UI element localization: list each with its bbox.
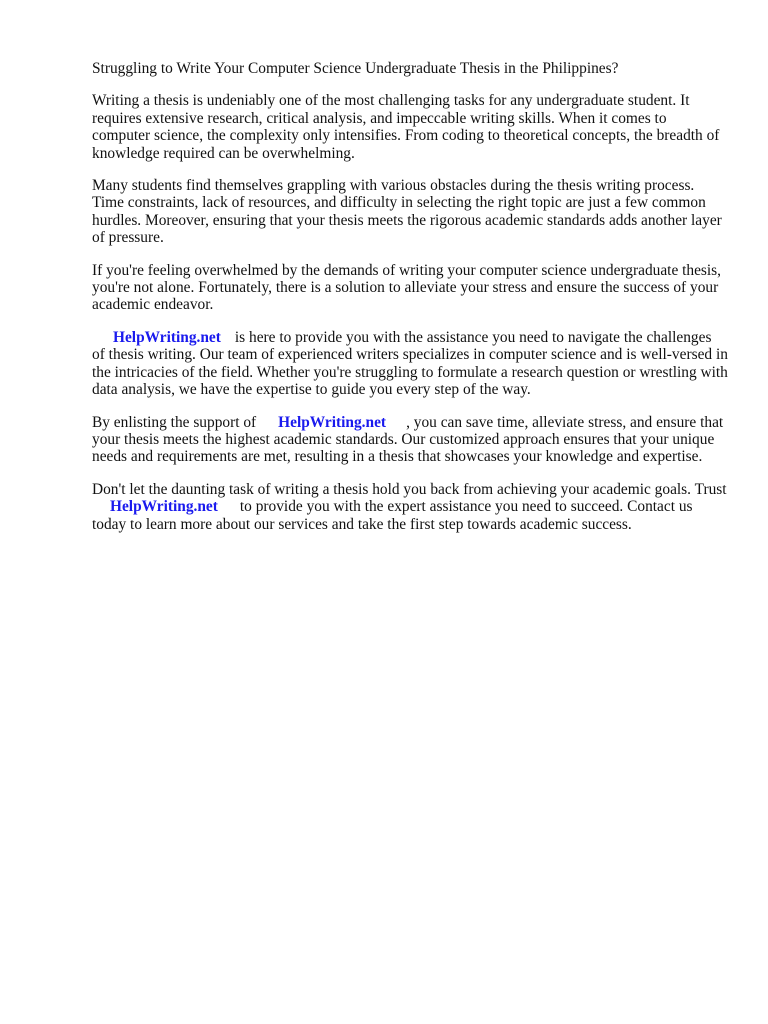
paragraph-call-to-action — [92, 481, 728, 533]
document-page — [92, 60, 728, 548]
paragraph-text: to provide you with the expert assistance you need to succeed. Contact us today to learn more about our services and take the first step towards academic success. — [92, 498, 693, 533]
paragraph-enlisting-support — [92, 414, 728, 466]
helpwriting-link-3[interactable]: HelpWriting.net — [110, 498, 218, 516]
paragraph-obstacles: Many students find themselves grappling with various obstacles during the thesis writing process. Time constraints, lack of resources, and difficulty in selecting the right topic are just a few common hurdles. Moreover, ensuring that your thesis meets the rigorous academic standards adds another layer of pressure. — [92, 177, 722, 247]
paragraph-intro: Writing a thesis is undeniably one of the most challenging tasks for any undergraduate student. It requires extensive research, critical analysis, and impeccable writing skills. When it comes to computer science, the complexity only intensifies. From coding to theoretical concepts, the breadth of knowledge required can be overwhelming. — [92, 92, 720, 162]
paragraph-text: Don't let the daunting task of writing a thesis hold you back from achieving your academic goals. Trust — [92, 480, 727, 498]
document-title: Struggling to Write Your Computer Science Undergraduate Thesis in the Philippines? — [92, 60, 619, 77]
helpwriting-link-2[interactable]: HelpWriting.net — [278, 413, 387, 431]
paragraph-not-alone: If you're feeling overwhelmed by the demands of writing your computer science undergraduate thesis, you're not alone. Fortunately, there is a solution to alleviate your stress and ensure the success of your academic endeavor. — [92, 261, 722, 314]
paragraph-text: , you can save time, alleviate stress, and ensure that your thesis meets the highest academic standards. Our customized approach ensures that your unique needs and requirements are met, resulting in a thesis that showcases your knowledge and expertise. — [92, 413, 724, 466]
paragraph-helpwriting-intro — [92, 329, 728, 399]
paragraph-text: By enlisting the support of — [92, 413, 257, 431]
helpwriting-link-1[interactable]: HelpWriting.net — [113, 328, 221, 346]
paragraph-text: is here to provide you with the assistance you need to navigate the challenges of thesis writing. Our team of experienced writers specializes in computer science and is well-versed in the intricacies of the field. Whether you're struggling to formulate a research question or wrestling with data analysis, we have the expertise to guide you every step of the way. — [92, 328, 728, 399]
